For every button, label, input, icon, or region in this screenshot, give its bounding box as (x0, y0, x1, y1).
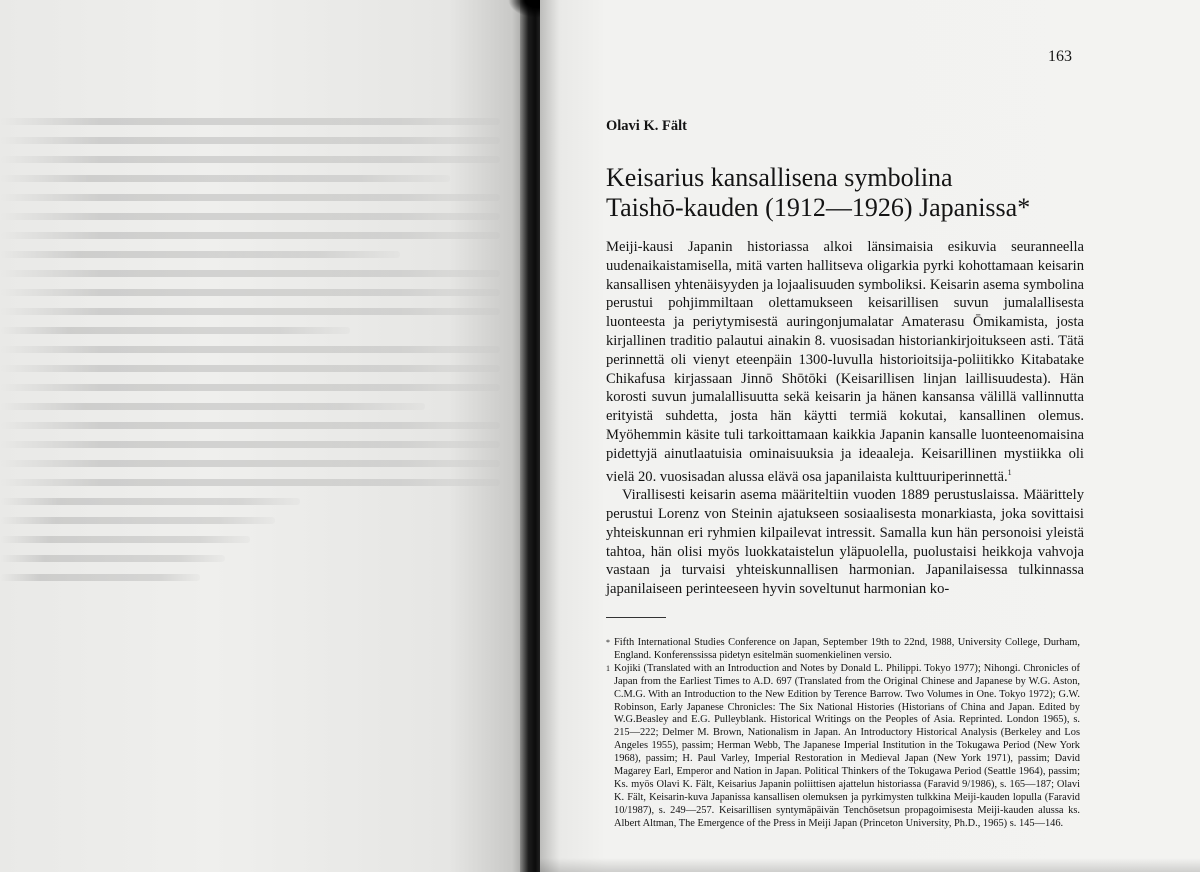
paragraph-1-text: Meiji-kausi Japanin historiassa alkoi länsimaisia esikuvia seuranneella uudenaikaistamisella, mitä varten hallitseva oligarkia pyrki kohottamaan keisarin kansallisen yhtenäisyyden ja lojaalisuuden symboliksi. Keisarin asema symbolina perustui pohjimmiltaan olettamukseen keisarillisen suvun jumalallisesta luonteesta ja periytymisestä auringonjumalatar Amaterasu Ōmikamista, josta kirjallinen traditio palautui ainakin 8. vuosisadan historiankirjoitukseen asti. Tätä perinnettä oli vienyt eteenpäin 1300-luvulla historioitsija-poliitikko Kitabatake Chikafusa kirjassaan Jinnō Shōtōki (Keisarillisen linjan laillisuudesta). Hän korosti suvun jumalallisuutta sekä keisarin ja hänen kansansa välillä vallinnutta erityistä suhdetta, josta hän käytti termiä kokutai, kansallinen olemus. Myöhemmin käsite tuli tarkoittamaan kaikkia Japanin kansalle luonteenomaisina pidettyjä ainutlaatuisia ominaisuuksia ja ideaaleja. Keisarillinen mystiikka oli vielä 20. vuosisadan alussa elävä osa japanilaista kulttuuriperinnettä. (606, 239, 1084, 485)
paragraph-2: Virallisesti keisarin asema määriteltiin vuoden 1889 perustuslaissa. Määrittely perustui Lorenz von Steinin ajatukseen sosiaalisesta monarkiasta, joka sovittaisi yhteiskunnan eri ryhmien kilpailevat intressit. Samalla kun hän personoisi yleistä tahtoa, hän olisi myös luokkataistelun yläpuolella, puolustaisi heikkoja vahvoja vastaan ja turvaisi yhteiskunnallisen harmonian. Japanilaisessa tulkinnassa japanilaiseen perinteeseen hyvin soveltunut harmonian ko- (606, 487, 1084, 598)
footnote-text: Kojiki (Translated with an Introduction and Notes by Donald L. Philippi. Tokyo 1977); Nihongi. Chronicles of Japan from the Earliest Times to A.D. 697 (Translated from the Original Chinese and Japanese by W.G. Aston, C.M.G. With an Introduction to the New Edition by Terence Barrow. Two Volumes in One. Tokyo 1972); G.W. Robinson, Early Japanese Chronicles: The Six National Histories (Historians of China and Japan. Edited by W.G.Beasley and E.G. Pulleyblank. Historical Writings on the Peoples of Asia. Reprinted. London 1965), s. 215—222; Delmer M. Brown, Nationalism in Japan. An Introductory Historical Analysis (Berkeley and Los Angeles 1955), passim; Herman Webb, The Japanese Imperial Institution in the Tokugawa Period (New York 1968), passim; H. Paul Varley, Imperial Restoration in Medieval Japan (New York 1971), passim; David Magarey Earl, Emperor and Nation in Japan. Political Thinkers of the Tokugawa Period (Seattle 1964), passim; Ks. myös Olavi K. Fält, Keisarius Japanin poliittisen ajattelun historiassa (Faravid 9/1986), s. 165—187; Olavi K. Fält, Keisarin-kuva Japanissa kansallisen olemuksen ja pyrkimysten tulkkina Meiji-kauden lopulla (Faravid 10/1987), s. 249—257. Keisarillisen syntymäpäivän Tenchōsetsun propagoimisesta Meiji-kauden alussa ks. Albert Altman, The Emergence of the Press in Meiji Japan (Princeton University, Ph.D., 1965) s. 145—146. (614, 662, 1080, 829)
title-line-1: Keisarius kansallisena symbolina (606, 163, 953, 192)
footnote-text: Fifth International Studies Conference on Japan, September 19th to 22nd, 1988, University College, Durham, England. Konferenssissa pidetyn esitelmän suomenkielinen versio. (614, 637, 1080, 661)
footnote-1 (606, 663, 1080, 831)
page-bottom-shadow (540, 858, 1200, 872)
footnote-ref-1: 1 (1007, 467, 1012, 477)
footnote-marker: * (606, 638, 610, 647)
paragraph-1 (606, 238, 1084, 486)
page-number: 163 (1048, 48, 1072, 65)
title-line-2: Taishō-kauden (1912—1926) Japanissa* (606, 193, 1031, 222)
footnotes (606, 637, 1080, 831)
author-name: Olavi K. Fält (606, 118, 687, 134)
show-through-text (0, 118, 500, 593)
footnote-star (606, 637, 1080, 663)
article-title (606, 163, 1126, 223)
left-page-blank (0, 0, 528, 872)
article-body (606, 238, 1084, 599)
footnote-marker: 1 (606, 663, 610, 673)
footnote-separator (606, 617, 666, 618)
